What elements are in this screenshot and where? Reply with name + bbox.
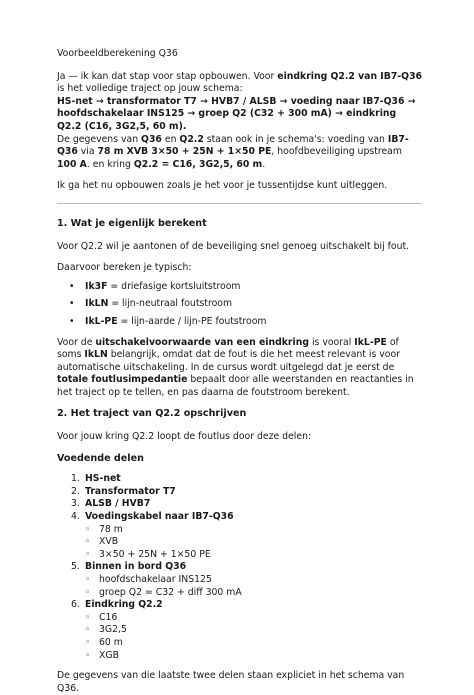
item-label: Binnen in bord Q36 (85, 561, 187, 573)
section-1-intro-list: Daarvoor bereken je typisch: (57, 262, 192, 274)
list-item (57, 473, 422, 486)
closing-paragraph: De gegevens van die laatste twee delen staan expliciet in het schema van Q36. (57, 670, 405, 694)
gegevens-paragraph (57, 134, 422, 172)
document-title: Voorbeeldberekening Q36 (57, 48, 178, 59)
item-number: 3. (71, 498, 80, 510)
traject-line (57, 96, 422, 134)
item-label: HS-net (85, 473, 121, 485)
bold-run: uitschakelvoorwaarde van een eindkring (95, 336, 309, 348)
traject-text: HS-net → transformator T7 → HVB7 / ALSB → voeding naar IB7-Q36 → hoofdschakelaar INS125 → groep Q2 (C32 + 300 mA) → eindkring Q2.2 (C16, 3G2,5, 60 m). (57, 95, 416, 132)
bold-run: Q2.2 = C16, 3G2,5, 60 m (133, 158, 263, 170)
list-item (57, 298, 422, 311)
term: IkL-PE (85, 315, 118, 327)
text-run: De gegevens van (57, 133, 142, 145)
current-list (57, 281, 422, 329)
bold-run: 78 m XVB 3×50 + 25N + 1×50 PE (97, 146, 272, 158)
text-run: via (77, 146, 98, 158)
item-number: 4. (71, 511, 80, 523)
term-desc: = driefasige kortsluitstroom (107, 280, 241, 292)
sublist-item: ◦ 3×50 + 25N + 1×50 PE (57, 549, 422, 562)
text-run: staan ook in je schema's: voeding van (203, 133, 388, 145)
term: IkLN (85, 298, 109, 310)
item-label: Eindkring Q2.2 (85, 599, 163, 611)
uitschakel-paragraph (57, 337, 422, 400)
traject-parts-list (57, 473, 422, 523)
text-run: en (161, 133, 180, 145)
term-desc: = lijn-neutraal foutstroom (108, 298, 232, 310)
list-item (57, 511, 422, 524)
list-item (57, 281, 422, 294)
item-number: 2. (71, 485, 80, 497)
item-label: ALSB / HVB7 (85, 498, 151, 510)
sublist-item: ◦ 3G2,5 (57, 624, 422, 637)
bold-run: IB7-Q36 (57, 133, 409, 158)
text-run: , hoofdbeveiliging upstream (271, 146, 402, 158)
list-item (57, 498, 422, 511)
section-2-heading: 2. Het traject van Q2.2 opschrijven (57, 408, 247, 420)
text-run: of soms (57, 336, 399, 361)
item-label: Voedingskabel naar IB7-Q36 (85, 511, 234, 523)
item-label: Transformator T7 (85, 485, 176, 497)
bold-run: totale foutlusimpedantie (57, 374, 188, 386)
cable-sublist (57, 524, 422, 562)
text-run: belangrijk, omdat dat de fout is die het meest relevant is voor automatische uitschakeling. In de cursus wordt uitgelegd dat je eerst de (57, 349, 400, 373)
list-item (57, 486, 422, 499)
section-1-heading: 1. Wat je eigenlijk berekent (57, 217, 207, 229)
item-number: 1. (71, 473, 80, 485)
bold-run: 100 A (57, 158, 87, 170)
item-number: 6. (71, 599, 80, 611)
bold-run: IkLN (84, 349, 108, 361)
sublist-item: ◦ C16 (57, 612, 422, 625)
intro-paragraph (57, 71, 422, 96)
sublist-item: ◦ 78 m (57, 524, 422, 537)
bold-run: IkL-PE (354, 336, 387, 348)
text-run: . en kring (86, 158, 134, 170)
bold-run: eindkring Q2.2 van IB7-Q36 (277, 70, 423, 82)
section-1-paragraph: Voor Q2.2 wil je aantonen of de beveiliging snel genoeg uitschakelt bij fout. (57, 240, 410, 252)
text-run: Voor de (57, 336, 96, 348)
voedende-delen-heading: Voedende delen (57, 452, 144, 464)
traject-parts-list-cont (57, 599, 422, 612)
item-number: 5. (71, 561, 80, 573)
eindkring-sublist (57, 612, 422, 662)
sublist-item: ◦ groep Q2 = C32 + diff 300 mA (57, 587, 422, 600)
bold-run: Q36 (141, 133, 162, 145)
plan-paragraph: Ik ga het nu opbouwen zoals je het voor je tussentijdse kunt uitleggen. (57, 180, 388, 192)
sublist-item: ◦ 60 m (57, 637, 422, 650)
sublist-item: ◦ hoofdschakelaar INS125 (57, 574, 422, 587)
text-run: is het volledige traject op jouw schema: (57, 83, 243, 95)
bord-sublist (57, 574, 422, 599)
list-item (57, 316, 422, 329)
bold-run: Q2.2 (179, 133, 204, 145)
term-desc: = lijn-aarde / lijn-PE foutstroom (117, 315, 267, 327)
sublist-item: ◦ XVB (57, 536, 422, 549)
section-divider (57, 203, 422, 204)
text-run: bepaalt door alle weerstanden en reactanties in het traject op te tellen, en pas daarna de foutstroom berekent. (57, 374, 414, 398)
text-run: . (262, 158, 266, 170)
text-run: is vooral (308, 336, 355, 348)
sublist-item: ◦ XGB (57, 650, 422, 663)
list-item (57, 599, 422, 612)
section-2-paragraph: Voor jouw kring Q2.2 loopt de foutlus door deze delen: (57, 431, 312, 443)
list-item (57, 561, 422, 574)
text-run: Ja — ik kan dat stap voor stap opbouwen. Voor (57, 70, 278, 82)
traject-parts-list-cont (57, 561, 422, 574)
term: Ik3F (85, 280, 108, 292)
